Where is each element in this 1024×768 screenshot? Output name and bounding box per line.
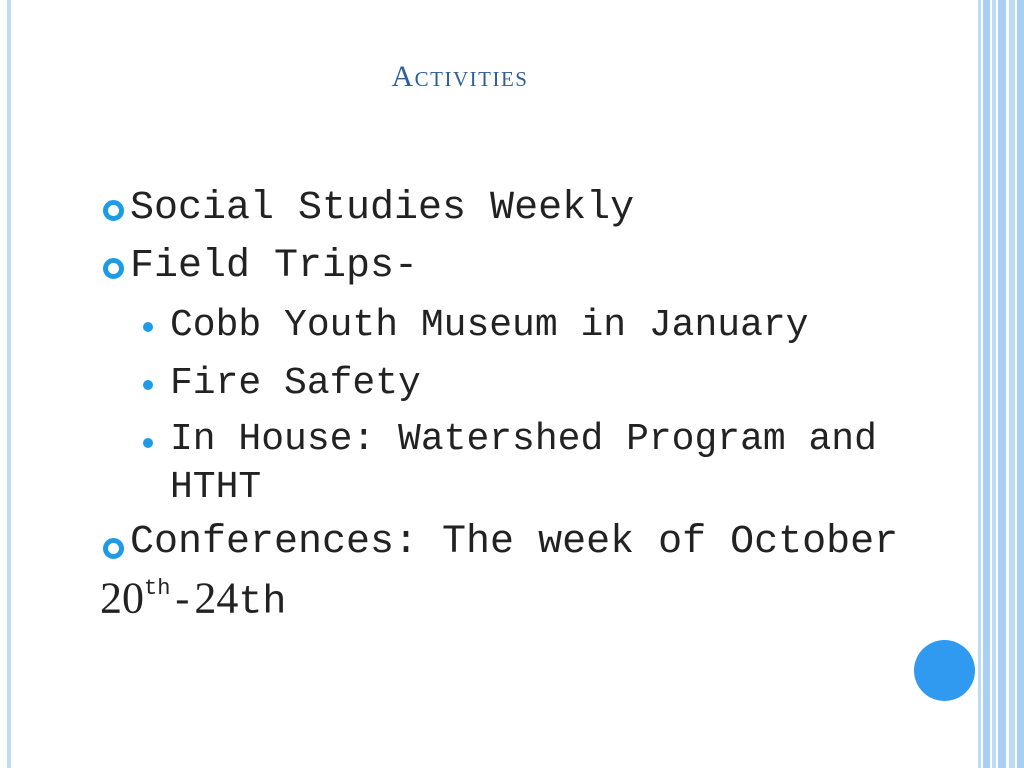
ring-bullet-icon [103,258,124,279]
dot-bullet-icon [143,438,153,448]
bullet-text: Social Studies Weekly [130,186,635,231]
ring-bullet-icon [103,538,124,559]
right-stripe [978,0,981,768]
decorative-circle [914,640,975,701]
conference-start-suffix: th [144,576,171,601]
sub-bullet-text: Cobb Youth Museum in January [170,304,809,347]
sub-bullet-text: In House: Watershed Program and HTHT [170,418,877,509]
bullet-text: Field Trips- [130,244,419,289]
right-stripe [998,0,1006,768]
sub-bullet-item [100,300,960,352]
bullet-item [100,180,960,238]
dot-bullet-icon [143,380,153,390]
conference-text: Conferences: The week of October [130,520,899,565]
slide-title: Activities [391,60,529,93]
sub-bullet-item [100,416,960,512]
right-stripe [1009,0,1015,768]
conference-separator: - [170,580,195,626]
conference-start-day: 20 [100,573,144,623]
right-stripe [1017,0,1024,768]
bullet-item-conferences [100,518,960,628]
dot-bullet-icon [143,322,153,332]
sub-bullet-text: Fire Safety [170,362,421,405]
conference-end-suffix: th [238,580,287,626]
right-stripe [983,0,990,768]
sub-bullet-item [100,358,960,410]
bullet-item [100,238,960,296]
conference-end-day: 24 [194,573,239,623]
bullet-list [100,180,960,628]
left-border [7,0,11,768]
right-stripe [992,0,996,768]
ring-bullet-icon [103,200,124,221]
